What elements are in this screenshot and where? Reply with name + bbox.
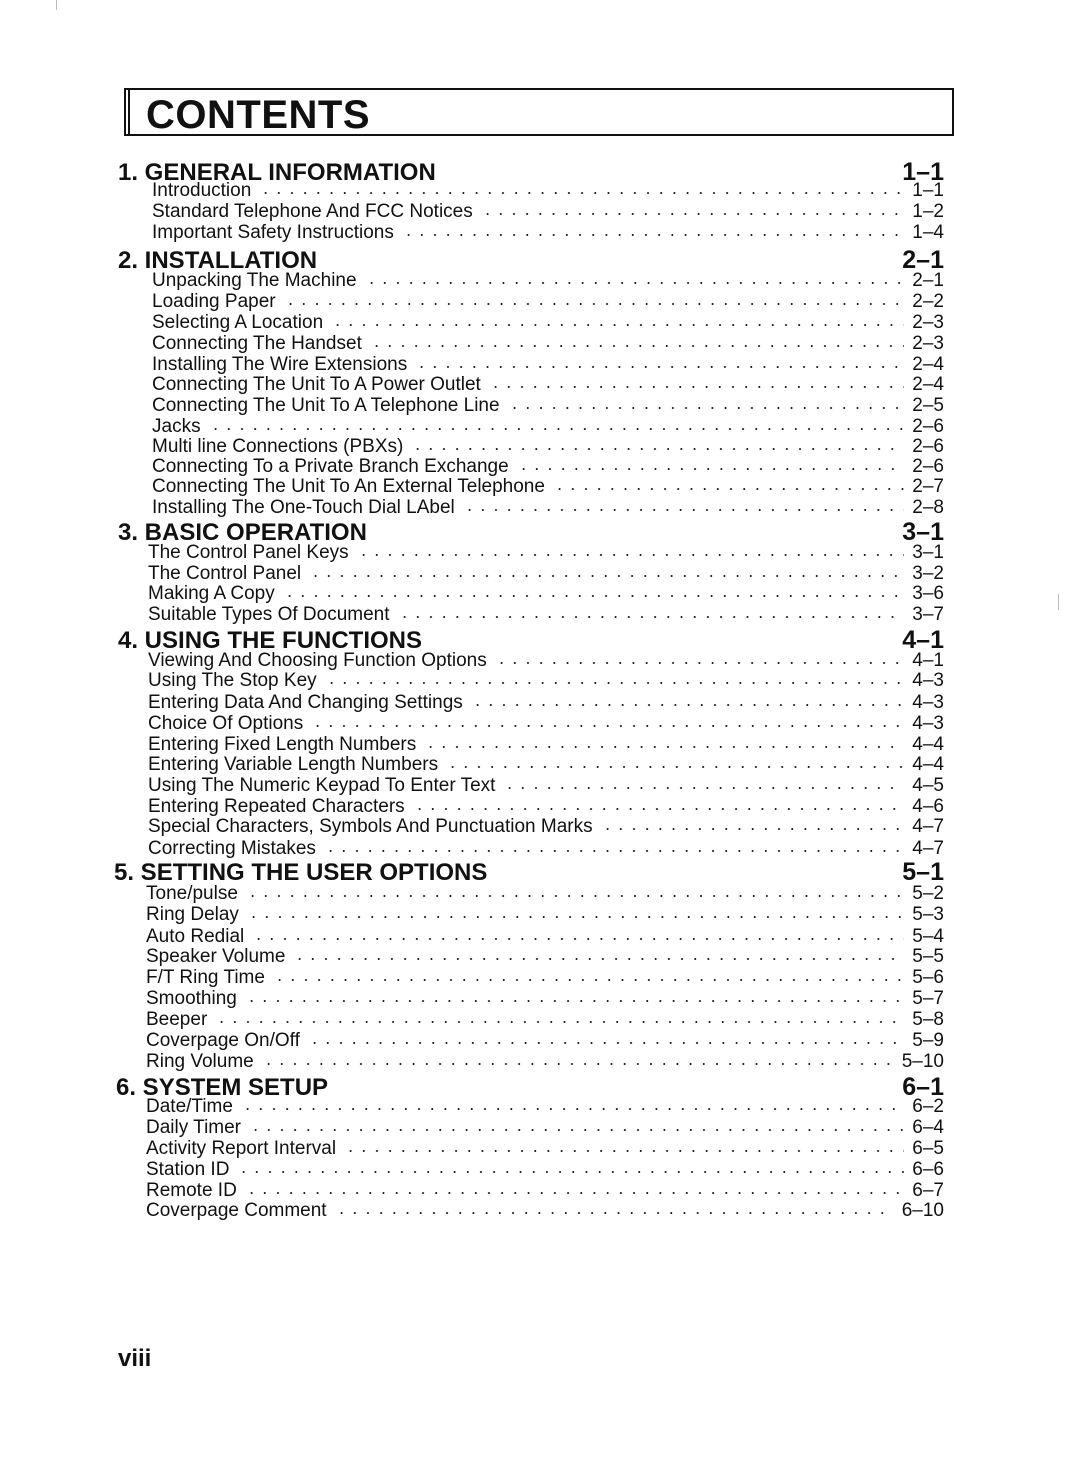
entry-page-number: 4–3 <box>912 670 944 691</box>
dot-leader <box>245 1192 904 1194</box>
toc-entry <box>146 926 944 948</box>
entry-page-number: 2–6 <box>912 456 944 477</box>
section-page-number: 5–1 <box>902 858 944 886</box>
scan-mark-top <box>56 0 57 10</box>
toc-entry <box>148 583 944 605</box>
dot-leader <box>325 682 905 684</box>
dot-leader <box>308 1042 904 1044</box>
entry-title: Coverpage Comment <box>146 1200 327 1221</box>
entry-title: Choice Of Options <box>148 713 304 734</box>
dot-leader <box>508 407 905 409</box>
entry-title: Using The Stop Key <box>148 670 317 691</box>
toc-entry <box>146 1009 944 1031</box>
entry-title: Speaker Volume <box>146 946 286 967</box>
entry-page-number: 5–5 <box>912 946 944 967</box>
dot-leader <box>311 725 904 727</box>
dot-leader <box>283 595 905 597</box>
entry-page-number: 2–6 <box>912 416 944 437</box>
dot-leader <box>246 895 904 897</box>
dot-leader <box>293 958 904 960</box>
entry-title: Entering Variable Length Numbers <box>148 754 439 775</box>
entry-title: The Control Panel <box>148 563 302 584</box>
section-heading: 6. SYSTEM SETUP <box>116 1074 329 1101</box>
entry-page-number: 4–1 <box>912 650 944 671</box>
entry-title: Activity Report Interval <box>146 1138 337 1159</box>
entry-page-number: 3–2 <box>912 563 944 584</box>
entry-title: Connecting The Handset <box>152 333 362 354</box>
entry-title: Beeper <box>146 1009 208 1030</box>
dot-leader <box>335 1212 894 1214</box>
entry-title: Station ID <box>146 1159 230 1180</box>
dot-leader <box>365 282 905 284</box>
toc-entry <box>152 456 944 478</box>
dot-leader <box>262 1063 894 1065</box>
dot-leader <box>247 916 904 918</box>
entry-title: Unpacking The Machine <box>152 270 357 291</box>
toc-entry <box>146 1138 944 1160</box>
entry-page-number: 5–8 <box>912 1009 944 1030</box>
dot-leader <box>495 876 894 878</box>
toc-entry <box>146 988 944 1010</box>
dot-leader <box>215 1021 904 1023</box>
entry-page-number: 5–2 <box>912 883 944 904</box>
entry-page-number: 3–7 <box>912 604 944 625</box>
dot-leader <box>444 176 894 178</box>
toc-entry <box>152 312 944 334</box>
toc-entry <box>148 604 944 626</box>
entry-title: Loading Paper <box>152 291 276 312</box>
dot-leader <box>413 808 905 810</box>
entry-title: Using The Numeric Keypad To Enter Text <box>148 775 496 796</box>
dot-leader <box>249 1129 904 1131</box>
toc-entry <box>152 416 944 438</box>
dot-leader <box>375 536 894 538</box>
entry-page-number: 4–3 <box>912 692 944 713</box>
entry-page-number: 6–7 <box>912 1180 944 1201</box>
scan-mark-right <box>1058 594 1059 610</box>
entry-title: Viewing And Choosing Function Options <box>148 650 487 671</box>
toc-entry <box>148 796 944 818</box>
entry-title: The Control Panel Keys <box>148 542 349 563</box>
section-page-number: 1–1 <box>902 158 944 186</box>
toc-entry <box>146 1159 944 1181</box>
toc-entry <box>146 967 944 989</box>
entry-title: Entering Repeated Characters <box>148 796 405 817</box>
toc-entry <box>148 754 944 776</box>
dot-leader <box>259 192 904 194</box>
toc-entry <box>152 354 944 376</box>
entry-page-number: 2–6 <box>912 436 944 457</box>
entry-page-number: 5–7 <box>912 988 944 1009</box>
entry-title: Connecting The Unit To A Power Outlet <box>152 374 481 395</box>
entry-page-number: 5–10 <box>901 1051 944 1072</box>
entry-page-number: 4–6 <box>912 796 944 817</box>
toc-entry <box>146 904 944 926</box>
entry-page-number: 6–6 <box>912 1159 944 1180</box>
entry-title: Multi line Connections (PBXs) <box>152 436 404 457</box>
entry-title: Daily Timer <box>146 1117 242 1138</box>
toc-entry <box>148 816 944 838</box>
dot-leader <box>553 488 904 490</box>
entry-title: Auto Redial <box>146 926 245 947</box>
toc-entry <box>146 1117 944 1139</box>
section-heading: 1. GENERAL INFORMATION <box>118 159 436 186</box>
toc-entry <box>148 670 944 692</box>
dot-leader <box>471 704 905 706</box>
dot-leader <box>336 1091 894 1093</box>
entry-page-number: 1–4 <box>912 222 944 243</box>
dot-leader <box>370 345 904 347</box>
toc-entry <box>152 180 944 202</box>
page-title: CONTENTS <box>146 93 370 137</box>
entry-title: Remote ID <box>146 1180 237 1201</box>
dot-leader <box>481 213 905 215</box>
contents-title-box <box>124 88 954 136</box>
dot-leader <box>495 662 905 664</box>
entry-page-number: 2–7 <box>912 476 944 497</box>
toc-entry <box>152 222 944 244</box>
entry-page-number: 4–7 <box>912 816 944 837</box>
dot-leader <box>430 644 894 646</box>
entry-page-number: 5–6 <box>912 967 944 988</box>
toc-entry <box>148 734 944 756</box>
entry-title: Special Characters, Symbols And Punctuation Marks <box>148 816 593 837</box>
toc-entry <box>152 497 944 519</box>
dot-leader <box>209 428 905 430</box>
entry-title: Ring Volume <box>146 1051 254 1072</box>
entry-page-number: 4–4 <box>912 734 944 755</box>
toc-entry <box>146 946 944 968</box>
entry-title: Suitable Types Of Document <box>148 604 390 625</box>
entry-page-number: 1–2 <box>912 201 944 222</box>
entry-page-number: 2–2 <box>912 291 944 312</box>
dot-leader <box>415 366 904 368</box>
entry-title: Date/Time <box>146 1096 233 1117</box>
dot-leader <box>344 1150 904 1152</box>
entry-page-number: 3–1 <box>912 542 944 563</box>
page-number: viii <box>118 1345 152 1372</box>
dot-leader <box>331 324 904 326</box>
toc-entry <box>152 476 944 498</box>
dot-leader <box>324 850 904 852</box>
entry-page-number: 2–3 <box>912 312 944 333</box>
section-heading: 3. BASIC OPERATION <box>118 519 367 546</box>
dot-leader <box>252 938 904 940</box>
entry-title: Important Safety Instructions <box>152 222 394 243</box>
entry-page-number: 3–6 <box>912 583 944 604</box>
section-page-number: 2–1 <box>902 246 944 274</box>
entry-page-number: 6–4 <box>912 1117 944 1138</box>
entry-page-number: 6–2 <box>912 1096 944 1117</box>
entry-title: Tone/pulse <box>146 883 238 904</box>
toc-entry <box>152 436 944 458</box>
dot-leader <box>411 448 904 450</box>
entry-page-number: 2–5 <box>912 395 944 416</box>
entry-page-number: 5–3 <box>912 904 944 925</box>
entry-title: Entering Fixed Length Numbers <box>148 734 417 755</box>
entry-title: Jacks <box>152 416 201 437</box>
dot-leader <box>489 386 904 388</box>
dot-leader <box>601 828 905 830</box>
toc-entry <box>148 563 944 585</box>
entry-title: Coverpage On/Off <box>146 1030 300 1051</box>
toc-entry <box>152 270 944 292</box>
toc-entry <box>146 1200 944 1222</box>
dot-leader <box>309 575 904 577</box>
toc-entry <box>152 333 944 355</box>
entry-page-number: 2–4 <box>912 374 944 395</box>
dot-leader <box>503 787 904 789</box>
section-heading: 2. INSTALLATION <box>118 247 318 274</box>
entry-title: Installing The Wire Extensions <box>152 354 408 375</box>
section-page-number: 3–1 <box>902 518 944 546</box>
dot-leader <box>463 509 905 511</box>
entry-page-number: 6–5 <box>912 1138 944 1159</box>
dot-leader <box>237 1171 904 1173</box>
toc-entry <box>146 1051 944 1073</box>
entry-title: Standard Telephone And FCC Notices <box>152 201 473 222</box>
dot-leader <box>284 303 905 305</box>
toc-entry <box>146 883 944 905</box>
dot-leader <box>446 766 904 768</box>
section-heading: 5. SETTING THE USER OPTIONS <box>114 859 488 886</box>
entry-title: Selecting A Location <box>152 312 324 333</box>
entry-title: Ring Delay <box>146 904 239 925</box>
entry-title: Making A Copy <box>148 583 275 604</box>
dot-leader <box>357 554 905 556</box>
dot-leader <box>398 616 905 618</box>
entry-title: Installing The One-Touch Dial LAbel <box>152 497 455 518</box>
entry-page-number: 4–5 <box>912 775 944 796</box>
entry-page-number: 1–1 <box>912 180 944 201</box>
toc-entry <box>148 650 944 672</box>
toc-entry <box>152 374 944 396</box>
entry-page-number: 2–4 <box>912 354 944 375</box>
section-page-number: 4–1 <box>902 626 944 654</box>
dot-leader <box>273 979 904 981</box>
dot-leader <box>245 1000 904 1002</box>
dot-leader <box>517 468 905 470</box>
entry-title: Connecting The Unit To An External Telephone <box>152 476 545 497</box>
toc-entry <box>146 1030 944 1052</box>
entry-page-number: 2–1 <box>912 270 944 291</box>
dot-leader <box>402 234 904 236</box>
toc-entry <box>152 291 944 313</box>
entry-page-number: 6–10 <box>901 1200 944 1221</box>
entry-title: F/T Ring Time <box>146 967 265 988</box>
entry-title: Entering Data And Changing Settings <box>148 692 463 713</box>
section-page-number: 6–1 <box>902 1073 944 1101</box>
entry-page-number: 4–4 <box>912 754 944 775</box>
toc-entry <box>148 775 944 797</box>
entry-page-number: 4–3 <box>912 713 944 734</box>
entry-page-number: 2–3 <box>912 333 944 354</box>
entry-page-number: 5–4 <box>912 926 944 947</box>
toc-entry <box>148 542 944 564</box>
entry-page-number: 4–7 <box>912 838 944 859</box>
entry-title: Smoothing <box>146 988 237 1009</box>
entry-title: Connecting To a Private Branch Exchange <box>152 456 509 477</box>
entry-page-number: 5–9 <box>912 1030 944 1051</box>
toc-entry <box>148 713 944 735</box>
dot-leader <box>325 264 894 266</box>
entry-page-number: 2–8 <box>912 497 944 518</box>
dot-leader <box>241 1108 904 1110</box>
toc-entry <box>146 1096 944 1118</box>
toc-entry <box>152 395 944 417</box>
dot-leader <box>424 746 904 748</box>
entry-title: Introduction <box>152 180 252 201</box>
toc-entry <box>152 201 944 223</box>
section-heading: 4. USING THE FUNCTIONS <box>118 627 423 654</box>
toc-entry <box>146 1180 944 1202</box>
entry-title: Connecting The Unit To A Telephone Line <box>152 395 500 416</box>
entry-title: Correcting Mistakes <box>148 838 316 859</box>
toc-entry <box>148 692 944 714</box>
toc-entry <box>148 838 944 860</box>
